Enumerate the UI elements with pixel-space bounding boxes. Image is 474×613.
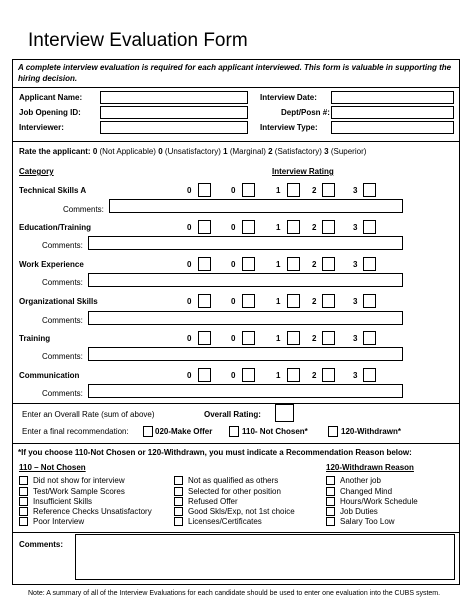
rating-checkbox-na[interactable]: [198, 331, 211, 345]
scale-num: 0: [92, 147, 98, 156]
reason-label: Reference Checks Unsatisfactory: [33, 507, 152, 516]
interviewer-field[interactable]: [100, 121, 248, 134]
rating-label: 0: [187, 223, 192, 232]
make-offer-checkbox[interactable]: [143, 426, 153, 437]
reason-checkbox[interactable]: [19, 517, 28, 526]
reason-checkbox[interactable]: [174, 497, 183, 506]
category-header: Category: [19, 167, 54, 176]
rating-checkbox-3[interactable]: [363, 220, 376, 234]
rating-checkbox-3[interactable]: [363, 183, 376, 197]
rating-label: 3: [353, 186, 358, 195]
rating-label: 0: [231, 186, 236, 195]
reason-label: Poor Interview: [33, 517, 85, 526]
rating-checkbox-3[interactable]: [363, 294, 376, 308]
rating-checkbox-0[interactable]: [242, 183, 255, 197]
rating-label: 0: [187, 297, 192, 306]
footer-note: Note: A summary of all of the Interview Evaluations for each candidate should be used to enter one evaluation into the CUBS system.: [28, 590, 441, 597]
rating-label: 0: [187, 260, 192, 269]
scale-num: 1: [223, 147, 228, 156]
rating-label: 3: [353, 334, 358, 343]
rating-scale-prefix: Rate the applicant:: [19, 147, 91, 156]
overall-rating-field[interactable]: [275, 404, 294, 422]
category-name: Education/Training: [19, 223, 92, 232]
reason-checkbox[interactable]: [326, 476, 335, 485]
rating-label: 0: [187, 186, 192, 195]
reason-checkbox[interactable]: [19, 497, 28, 506]
reason-label: Refused Offer: [188, 497, 238, 506]
rating-label: 1: [276, 223, 281, 232]
scale-num: 3: [324, 147, 329, 156]
reason-checkbox[interactable]: [326, 497, 335, 506]
category-name: Organizational Skills: [19, 297, 98, 306]
rating-label: 3: [353, 297, 358, 306]
rating-checkbox-1[interactable]: [287, 257, 300, 271]
rating-checkbox-2[interactable]: [322, 368, 335, 382]
rating-label: 3: [353, 371, 358, 380]
interviewer-label: Interviewer:: [19, 123, 64, 132]
rating-label: 0: [187, 371, 192, 380]
rating-label: 0: [231, 371, 236, 380]
comments-label: Comments:: [42, 389, 83, 398]
dept-posn-field[interactable]: [331, 106, 454, 119]
category-name: Training: [19, 334, 51, 343]
applicant-name-label: Applicant Name:: [19, 93, 83, 102]
comments-field[interactable]: [109, 199, 403, 213]
rating-checkbox-na[interactable]: [198, 257, 211, 271]
page-title: Interview Evaluation Form: [28, 30, 248, 51]
rating-checkbox-3[interactable]: [363, 257, 376, 271]
reason-checkbox[interactable]: [326, 517, 335, 526]
divider: [12, 87, 460, 88]
job-opening-id-label: Job Opening ID:: [19, 108, 81, 117]
scale-text: (Marginal): [229, 147, 266, 156]
rating-checkbox-0[interactable]: [242, 368, 255, 382]
reason-instruction: *If you choose 110-Not Chosen or 120-Withdrawn, you must indicate a Recommendation Reason below:: [18, 448, 412, 457]
reason-label: Test/Work Sample Scores: [33, 487, 125, 496]
overall-rating-label: Overall Rating:: [204, 410, 261, 419]
reason-label: Job Duties: [340, 507, 378, 516]
final-comments-label: Comments:: [19, 540, 64, 549]
reason-label: Good Skls/Exp, not 1st choice: [188, 507, 295, 516]
rating-label: 0: [187, 334, 192, 343]
rating-label: 0: [231, 260, 236, 269]
reason-label: Salary Too Low: [340, 517, 395, 526]
scale-text: (Superior): [330, 147, 367, 156]
rating-label: 1: [276, 371, 281, 380]
rating-checkbox-2[interactable]: [322, 294, 335, 308]
reason-checkbox[interactable]: [326, 487, 335, 496]
final-recommendation-label: Enter a final recommendation:: [22, 427, 129, 436]
rating-checkbox-na[interactable]: [198, 368, 211, 382]
reason-label: Not as qualified as others: [188, 476, 279, 485]
reason-label: Did not show for interview: [33, 476, 125, 485]
rating-checkbox-na[interactable]: [198, 220, 211, 234]
reason-label: Another job: [340, 476, 381, 485]
rating-checkbox-2[interactable]: [322, 257, 335, 271]
interview-rating-header: Interview Rating: [272, 167, 334, 176]
divider: [12, 403, 460, 404]
scale-num: 2: [268, 147, 273, 156]
rating-checkbox-0[interactable]: [242, 294, 255, 308]
comments-label: Comments:: [63, 205, 104, 214]
reason-checkbox[interactable]: [19, 487, 28, 496]
rating-checkbox-2[interactable]: [322, 331, 335, 345]
rating-checkbox-0[interactable]: [242, 331, 255, 345]
comments-field[interactable]: [88, 347, 403, 361]
rating-label: 2: [312, 186, 317, 195]
dept-posn-label: Dept/Posn #:: [281, 108, 330, 117]
reason-checkbox[interactable]: [174, 476, 183, 485]
reason-label: Licenses/Certificates: [188, 517, 262, 526]
comments-label: Comments:: [42, 278, 83, 287]
category-name: Work Experience: [19, 260, 84, 269]
interview-type-label: Interview Type:: [260, 123, 318, 132]
reason-label: Selected for other position: [188, 487, 281, 496]
reason-label: Changed Mind: [340, 487, 393, 496]
final-comments-field[interactable]: [75, 534, 455, 580]
scale-text: (Not Applicable): [99, 147, 156, 156]
rating-label: 1: [276, 297, 281, 306]
rating-label: 0: [231, 297, 236, 306]
not-chosen-checkbox[interactable]: [229, 426, 239, 437]
reason-checkbox[interactable]: [174, 507, 183, 516]
rating-label: 1: [276, 260, 281, 269]
rating-checkbox-0[interactable]: [242, 220, 255, 234]
comments-field[interactable]: [88, 384, 403, 398]
job-opening-id-field[interactable]: [100, 106, 248, 119]
make-offer-label: 020-Make Offer: [155, 427, 213, 436]
interview-type-field[interactable]: [331, 121, 454, 134]
rating-label: 0: [231, 223, 236, 232]
rating-label: 2: [312, 297, 317, 306]
rating-checkbox-2[interactable]: [322, 220, 335, 234]
scale-text: (Satisfactory): [274, 147, 322, 156]
rating-checkbox-1[interactable]: [287, 368, 300, 382]
rating-label: 3: [353, 260, 358, 269]
rating-label: 0: [231, 334, 236, 343]
comments-field[interactable]: [88, 273, 403, 287]
not-chosen-header: 110 – Not Chosen: [19, 463, 86, 472]
withdrawn-label: 120-Withdrawn*: [341, 427, 401, 436]
rating-label: 1: [276, 186, 281, 195]
rating-checkbox-1[interactable]: [287, 220, 300, 234]
reason-checkbox[interactable]: [19, 507, 28, 516]
rating-scale: [19, 147, 366, 156]
comments-label: Comments:: [42, 241, 83, 250]
reason-label: Insufficient Skills: [33, 497, 92, 506]
rating-checkbox-0[interactable]: [242, 257, 255, 271]
reason-checkbox[interactable]: [174, 487, 183, 496]
withdrawn-header: 120-Withdrawn Reason: [326, 463, 414, 472]
rating-checkbox-1[interactable]: [287, 331, 300, 345]
rating-label: 2: [312, 371, 317, 380]
rating-checkbox-3[interactable]: [363, 368, 376, 382]
reason-checkbox[interactable]: [326, 507, 335, 516]
applicant-name-field[interactable]: [100, 91, 248, 104]
reason-label: Hours/Work Schedule: [340, 497, 418, 506]
rating-label: 2: [312, 223, 317, 232]
rating-label: 2: [312, 260, 317, 269]
divider: [12, 532, 460, 533]
divider: [12, 443, 460, 444]
comments-label: Comments:: [42, 316, 83, 325]
divider: [12, 141, 460, 142]
rating-checkbox-na[interactable]: [198, 183, 211, 197]
category-name: Technical Skills A: [19, 186, 87, 195]
overall-rate-label: Enter an Overall Rate (sum of above): [22, 410, 155, 419]
not-chosen-label: 110- Not Chosen*: [242, 427, 308, 436]
intro-text: A complete interview evaluation is required for each applicant interviewed. This form is valuable in supporting the hiring decision.: [18, 63, 452, 83]
rating-label: 2: [312, 334, 317, 343]
reason-checkbox[interactable]: [174, 517, 183, 526]
rating-label: 1: [276, 334, 281, 343]
rating-checkbox-3[interactable]: [363, 331, 376, 345]
reason-checkbox[interactable]: [19, 476, 28, 485]
rating-label: 3: [353, 223, 358, 232]
scale-num: 0: [158, 147, 163, 156]
comments-label: Comments:: [42, 352, 83, 361]
rating-checkbox-2[interactable]: [322, 183, 335, 197]
rating-checkbox-1[interactable]: [287, 183, 300, 197]
interview-date-label: Interview Date:: [260, 93, 317, 102]
scale-text: (Unsatisfactory): [164, 147, 221, 156]
category-name: Communication: [19, 371, 80, 380]
comments-field[interactable]: [88, 236, 403, 250]
rating-checkbox-1[interactable]: [287, 294, 300, 308]
withdrawn-checkbox[interactable]: [328, 426, 338, 437]
comments-field[interactable]: [88, 311, 403, 325]
rating-checkbox-na[interactable]: [198, 294, 211, 308]
interview-date-field[interactable]: [331, 91, 454, 104]
